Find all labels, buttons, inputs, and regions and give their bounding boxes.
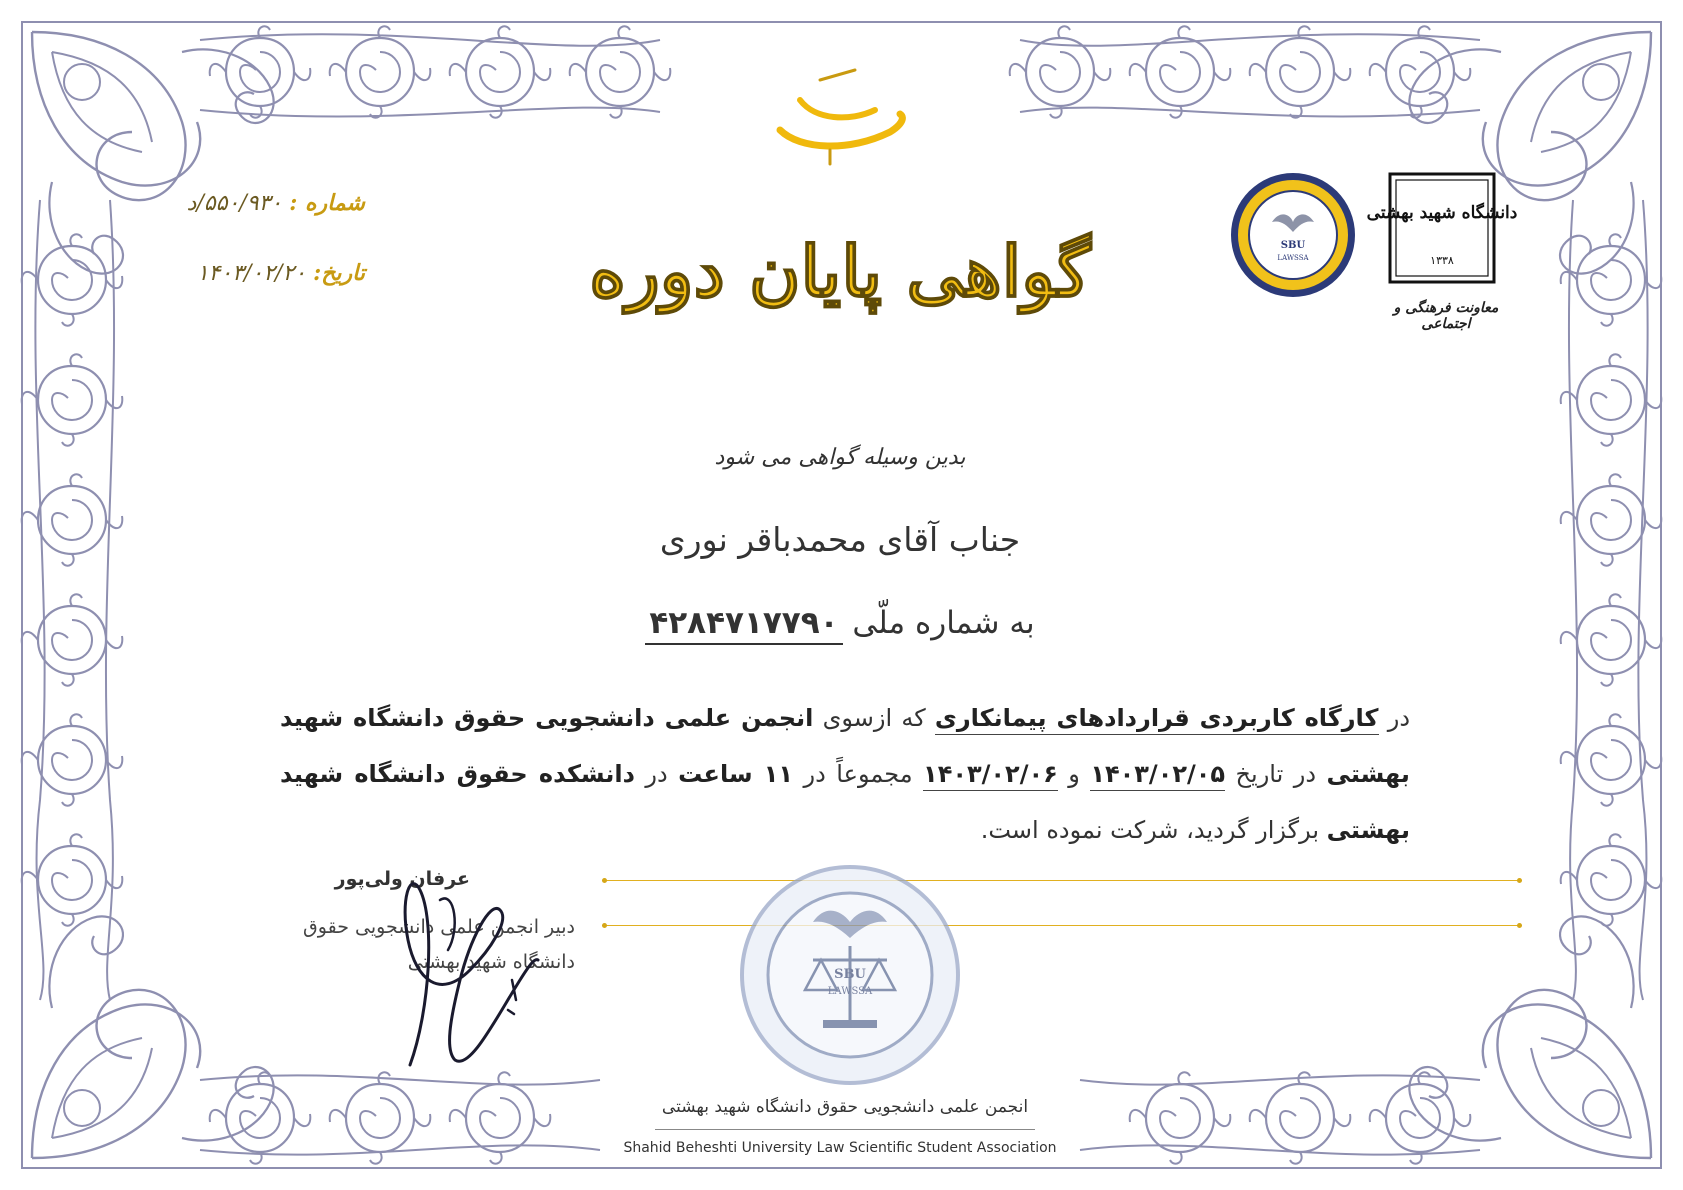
body-text-total: مجموعاً در — [803, 760, 913, 788]
national-id-value: ۴۲۸۴۷۱۷۷۹۰ — [645, 605, 842, 645]
national-id-label: به شماره ملّی — [852, 605, 1035, 641]
line-dot — [1517, 923, 1522, 928]
body-text-in: در — [1387, 704, 1411, 732]
letter-date-value: ۱۴۰۳/۰۲/۲۰ — [196, 261, 307, 286]
letter-number — [187, 190, 365, 216]
shahid-beheshti-university-logo — [1366, 172, 1518, 284]
body-text-dated: در تاریخ — [1235, 760, 1317, 788]
course-hours: ۱۱ ساعت — [678, 760, 794, 788]
footer-divider — [655, 1129, 1035, 1130]
certificate-title: گواهی پایان دوره — [589, 230, 1091, 313]
national-id-line — [440, 605, 1240, 641]
venue-name: دانشکده حقوق دانشگاه شهید بهشتی — [280, 760, 1410, 844]
date-from: ۱۴۰۳/۰۲/۰۵ — [1090, 760, 1225, 791]
svg-text:SBU: SBU — [1280, 240, 1306, 251]
svg-text:LAWSSA: LAWSSA — [1277, 254, 1309, 262]
svg-text:دانشگاه شهید بهشتی: دانشگاه شهید بهشتی — [1366, 203, 1518, 223]
body-text-end: برگزار گردید، شرکت نموده است. — [980, 816, 1319, 844]
body-text-and: و — [1068, 760, 1080, 788]
university-logo-caption: معاونت فرهنگی و اجتماعی — [1393, 300, 1499, 332]
letter-date-label: تاریخ: — [313, 260, 365, 286]
course-name: کارگاه کاربردی قراردادهای پیمانکاری — [935, 704, 1379, 735]
line-dot — [1517, 878, 1522, 883]
certificate-body — [280, 690, 1410, 858]
footer-association-en: Shahid Beheshti University Law Scientific Student Association — [623, 1140, 1057, 1156]
letter-number-label: شماره : — [289, 190, 365, 216]
association-stamp — [735, 860, 965, 1090]
certificate-intro: بدین وسیله گواهی می شود — [714, 445, 966, 470]
svg-text:۱۳۳۸: ۱۳۳۸ — [1430, 254, 1454, 267]
line-dot — [602, 878, 607, 883]
signer-name: عرفان ولی‌پور — [334, 868, 470, 890]
svg-text:SBU: SBU — [834, 967, 866, 982]
letter-date — [197, 260, 365, 286]
footer-association-fa: انجمن علمی دانشجویی حقوق دانشگاه شهید بهشتی — [661, 1097, 1029, 1117]
svg-text:LAWSSA: LAWSSA — [827, 986, 873, 997]
signer-role-line1: دبیر انجمن علمی دانشجویی حقوق — [303, 916, 575, 938]
handwritten-signature — [400, 860, 540, 1080]
line-dot — [602, 923, 607, 928]
lawssa-seal-logo — [1228, 170, 1358, 300]
bismillah-calligraphy — [760, 60, 920, 170]
body-text-at: در — [645, 760, 668, 788]
letter-number-value: ۵۵۰/۹۳۰/د — [186, 191, 283, 216]
body-text-by: که ازسوی — [822, 704, 926, 732]
signer-role-line2: دانشگاه شهید بهشتی — [407, 951, 575, 973]
svg-text:باسمه تعالی: باسمه تعالی — [904, 90, 910, 91]
date-to: ۱۴۰۳/۰۲/۰۶ — [923, 760, 1058, 791]
recipient-name: جناب آقای محمدباقر نوری — [659, 520, 1021, 559]
organizer-name: انجمن علمی دانشجویی حقوق دانشگاه شهید بهشتی — [280, 704, 1410, 788]
